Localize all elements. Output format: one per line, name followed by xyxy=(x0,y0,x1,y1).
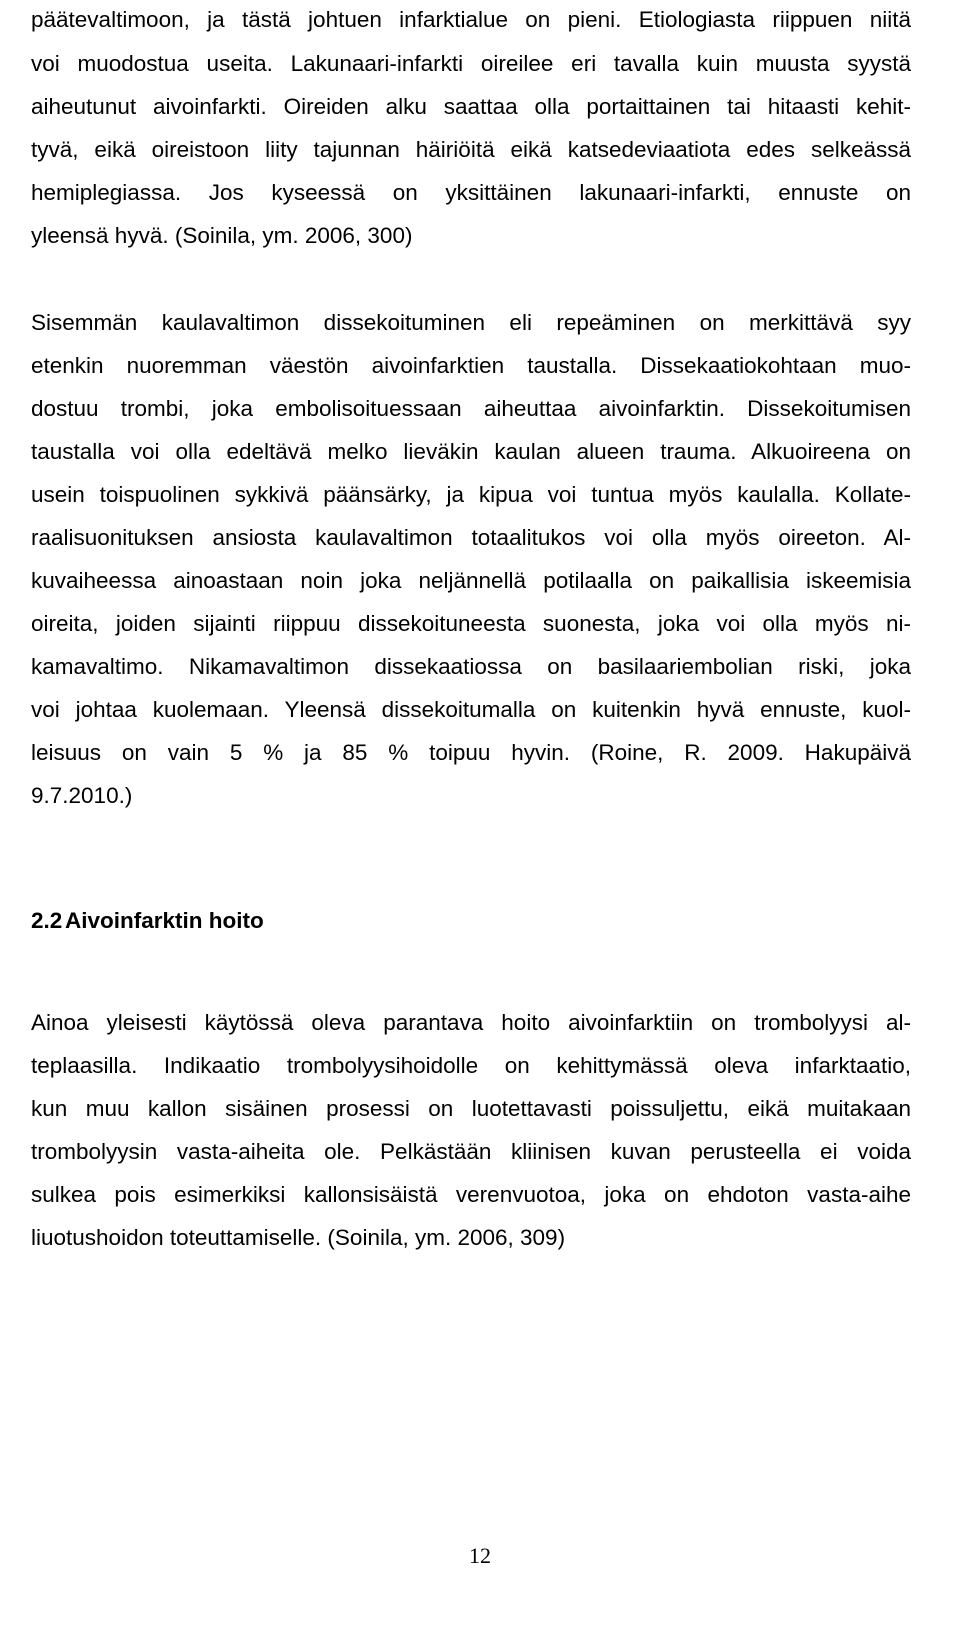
text-line: kuvaiheessa ainoastaan noin joka neljännellä potilaalla on paikallisia iskeemisia xyxy=(31,568,911,593)
text-line: kun muu kallon sisäinen prosessi on luotettavasti poissuljettu, eikä muitakaan xyxy=(31,1096,911,1121)
page-number: 12 xyxy=(469,1543,491,1568)
section-title: Aivoinfarktin hoito xyxy=(65,908,264,933)
text-line: kamavaltimo. Nikamavaltimon dissekaatiossa on basilaariembolian riski, joka xyxy=(31,654,911,679)
text-line: raalisuonituksen ansiosta kaulavaltimon totaalitukos voi olla myös oireeton. Al- xyxy=(31,525,911,550)
text-line: teplaasilla. Indikaatio trombolyysihoidolle on kehittymässä oleva infarktaatio, xyxy=(31,1053,911,1078)
text-line: taustalla voi olla edeltävä melko lieväkin kaulan alueen trauma. Alkuoireena on xyxy=(31,439,911,464)
text-line: sulkea pois esimerkiksi kallonsisäistä verenvuotoa, joka on ehdoton vasta-aihe xyxy=(31,1182,911,1207)
text-line: tyvä, eikä oireistoon liity tajunnan häiriöitä eikä katsedeviaatiota edes selkeässä xyxy=(31,137,911,162)
section-heading xyxy=(31,906,264,936)
text-line: hemiplegiassa. Jos kyseessä on yksittäinen lakunaari-infarkti, ennuste on xyxy=(31,180,911,205)
text-line: aiheutunut aivoinfarkti. Oireiden alku saattaa olla portaittainen tai hitaasti kehit- xyxy=(31,94,911,119)
text-line: etenkin nuoremman väestön aivoinfarktien taustalla. Dissekaatiokohtaan muo- xyxy=(31,353,911,378)
text-line: voi johtaa kuolemaan. Yleensä dissekoitumalla on kuitenkin hyvä ennuste, kuol- xyxy=(31,697,911,722)
text-line: dostuu trombi, joka embolisoituessaan aiheuttaa aivoinfarktin. Dissekoitumisen xyxy=(31,396,911,421)
text-line: voi muodostua useita. Lakunaari-infarkti oireilee eri tavalla kuin muusta syystä xyxy=(31,51,911,76)
text-line: Ainoa yleisesti käytössä oleva parantava hoito aivoinfarktiin on trombolyysi al- xyxy=(31,1010,911,1035)
text-line: usein toispuolinen sykkivä päänsärky, ja kipua voi tuntua myös kaulalla. Kollate- xyxy=(31,482,911,507)
text-line: trombolyysin vasta-aiheita ole. Pelkästään kliinisen kuvan perusteella ei voida xyxy=(31,1139,911,1164)
text-line: leisuus on vain 5 % ja 85 % toipuu hyvin. (Roine, R. 2009. Hakupäivä xyxy=(31,740,911,765)
text-line: 9.7.2010.) xyxy=(31,783,133,808)
section-number: 2.2 xyxy=(31,908,63,933)
text-line: Sisemmän kaulavaltimon dissekoituminen eli repeäminen on merkittävä syy xyxy=(31,310,911,335)
text-line: päätevaltimoon, ja tästä johtuen infarktialue on pieni. Etiologiasta riippuen niitä xyxy=(31,7,911,32)
text-line: yleensä hyvä. (Soinila, ym. 2006, 300) xyxy=(31,223,413,248)
text-line: liuotushoidon toteuttamiselle. (Soinila, ym. 2006, 309) xyxy=(31,1225,566,1250)
text-line: oireita, joiden sijainti riippuu dissekoituneesta suonesta, joka voi olla myös ni- xyxy=(31,611,911,636)
